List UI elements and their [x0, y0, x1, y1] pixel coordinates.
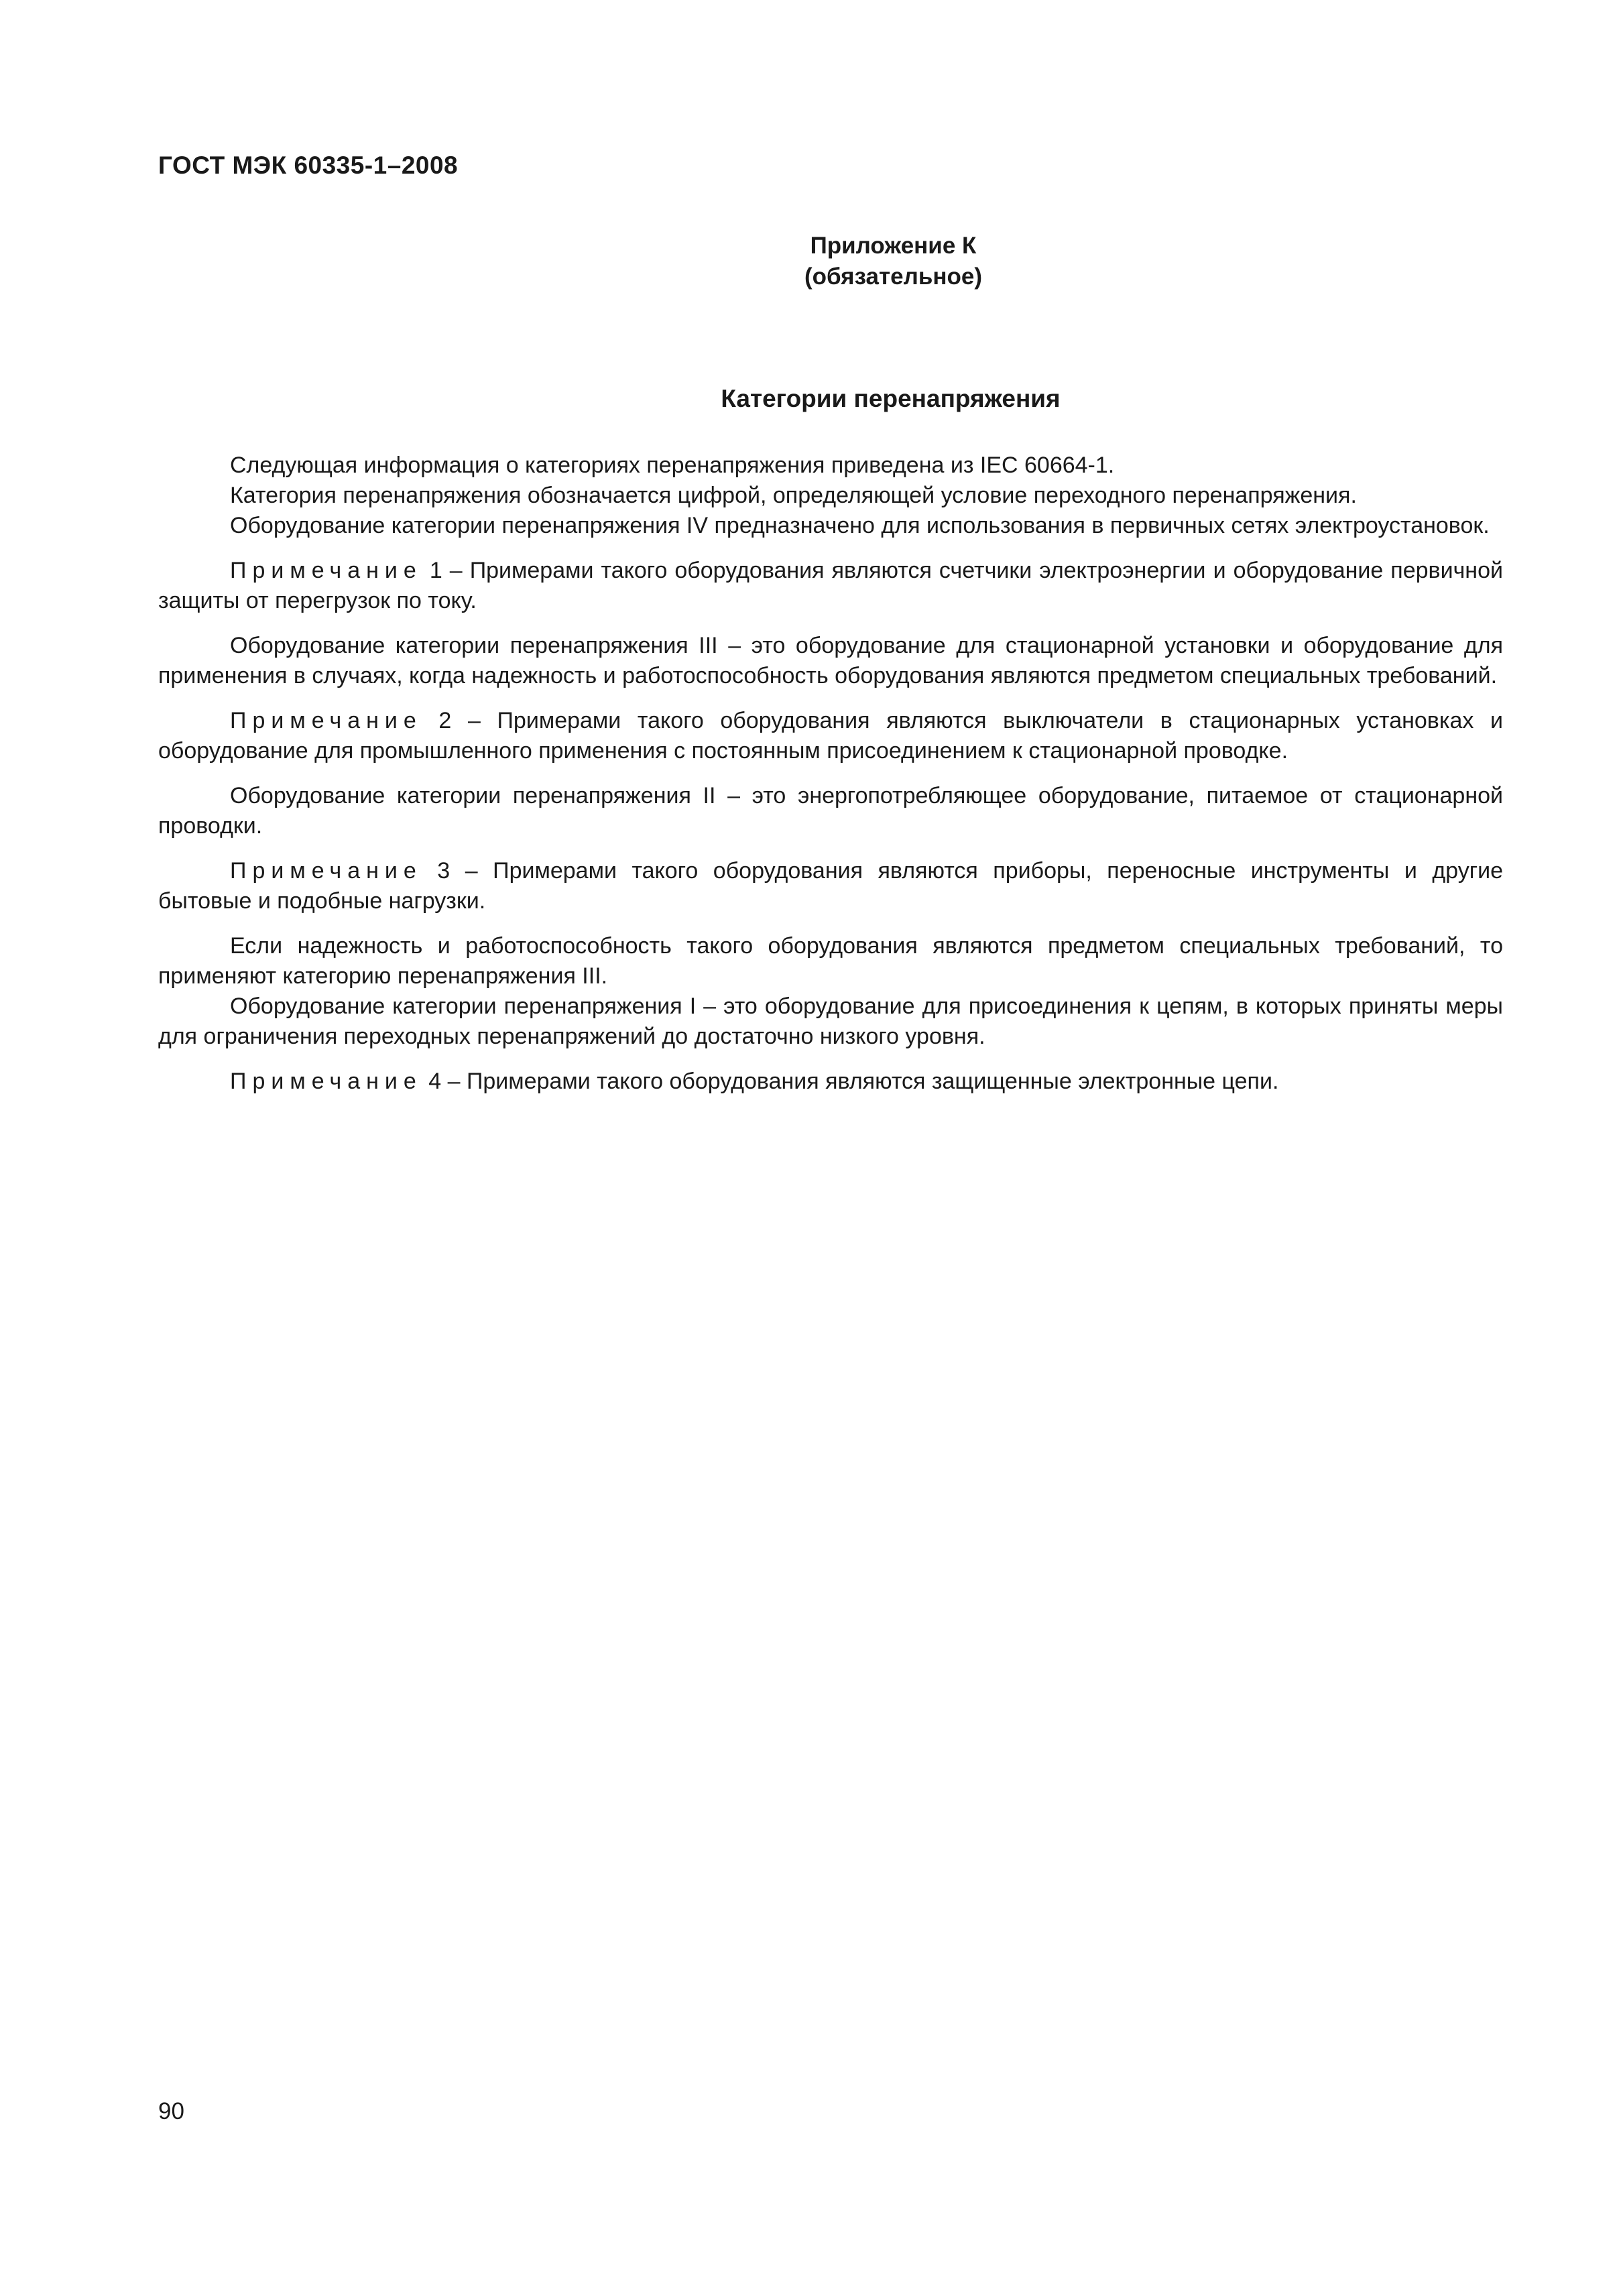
standard-designation: ГОСТ МЭК 60335-1–2008	[158, 152, 459, 179]
note-1-text: 1 – Примерами такого оборудования являются счетчики электроэнергии и оборудование первичной защиты от перегрузок по току.	[158, 558, 1503, 613]
document-body	[158, 450, 1503, 1097]
paragraph-category-definition: Категория перенапряжения обозначается цифрой, определяющей условие переходного перенапряжения.	[230, 483, 1357, 508]
paragraph-category-ii: Оборудование категории перенапряжения II – это энергопотребляющее оборудование, питаемое от стационарной проводки.	[158, 783, 1503, 839]
note-4	[158, 1067, 1503, 1097]
note-3-label: Примечание	[230, 858, 422, 884]
note-4-label: Примечание	[230, 1069, 422, 1094]
page-number: 90	[158, 2098, 184, 2124]
note-1-label: Примечание	[230, 558, 422, 583]
note-3-text: 3 – Примерами такого оборудования являются приборы, переносные инструменты и другие бытовые и подобные нагрузки.	[158, 858, 1503, 914]
paragraph-source: Следующая информация о категориях перенапряжения приведена из IEC 60664-1.	[230, 452, 1115, 478]
paragraph-category-iv: Оборудование категории перенапряжения IV предназначено для использования в первичных сетях электроустановок.	[230, 513, 1490, 538]
annex-status: (обязательное)	[804, 263, 982, 290]
note-4-text: 4 – Примерами такого оборудования являются защищенные электронные цепи.	[422, 1069, 1279, 1094]
note-2-label: Примечание	[230, 708, 422, 733]
note-3	[158, 856, 1503, 916]
paragraph-category-iii: Оборудование категории перенапряжения III – это оборудование для стационарной установки и оборудование для применения в случаях, когда надежность и работоспособность оборудования являются предметом специальных требований.	[158, 633, 1503, 688]
note-1	[158, 556, 1503, 616]
paragraph-special-requirements: Если надежность и работоспособность такого оборудования являются предметом специальных требований, то применяют категорию перенапряжения III.	[158, 933, 1503, 989]
note-2	[158, 706, 1503, 766]
annex-title: Приложение К	[810, 233, 977, 259]
note-2-text: 2 – Примерами такого оборудования являются выключатели в стационарных установках и оборудование для промышленного применения с постоянным присоединением к стационарной проводке.	[158, 708, 1503, 764]
annex-heading	[0, 231, 1623, 292]
paragraph-category-i: Оборудование категории перенапряжения I – это оборудование для присоединения к цепям, в которых приняты меры для ограничения переходных перенапряжений до достаточно низкого уровня.	[158, 993, 1503, 1049]
section-title: Категории перенапряжения	[721, 385, 1061, 412]
